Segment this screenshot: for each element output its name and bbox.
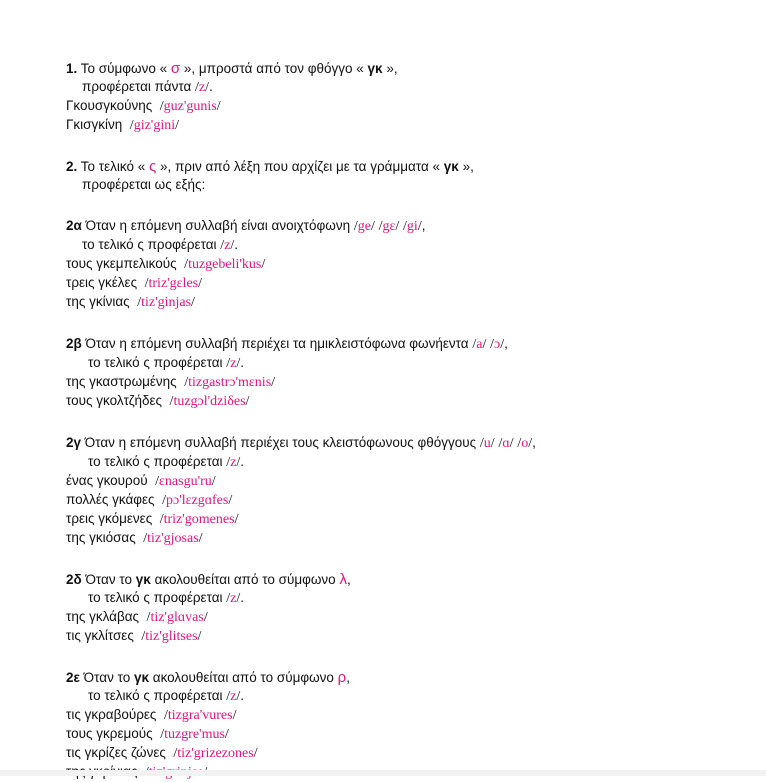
rule-line: προφέρεται ως εξής: <box>82 177 206 192</box>
rule-line: 2ε Όταν το γκ ακολουθείται από το σύμφωνο ρ, <box>66 669 350 686</box>
ipa-transcription: pɔ'lɛzgɑfes <box>165 493 229 508</box>
ipa-transcription: u <box>483 436 491 451</box>
example-line: της γκιόσας /tiz'gjosas/ <box>66 530 203 546</box>
example-line: της γκλάβας /tiz'glɑvas/ <box>66 609 208 625</box>
example-word: της γκλάβας <box>66 609 140 624</box>
example-line: τις γκρίζες ζώνες /tiz'grizezones/ <box>66 745 258 761</box>
ipa-transcription: a <box>476 337 483 352</box>
example-word: τους γκεμπελικούς <box>66 256 177 271</box>
rule-line: το τελικό ς προφέρεται /z/. <box>88 688 245 704</box>
example-word: της γκιόσας <box>66 530 136 545</box>
ipa-transcription: o <box>521 436 529 451</box>
ipa-transcription: ɛnasgu'ru <box>159 474 212 489</box>
ipa-transcription: z <box>230 689 237 704</box>
section-2b <box>66 335 766 411</box>
example-word: της γκίνιας <box>66 294 130 309</box>
example-word: της γκαστρωμένης <box>66 374 177 389</box>
ipa-transcription: tiz'ginjas <box>141 295 192 310</box>
example-word: τις γκρίζες ζώνες <box>66 745 166 760</box>
ipa-transcription: triz'gɛles <box>148 276 199 291</box>
ipa-transcription: tizgra'vures <box>167 708 233 723</box>
ipa-transcription: z <box>198 80 206 95</box>
rule-line: το τελικό ς προφέρεται /z/. <box>88 454 245 470</box>
rule-number: 2β <box>66 336 82 351</box>
example-word: τις γκραβούρες <box>66 707 157 722</box>
section-2d <box>66 571 766 646</box>
example-line: τις γκραβούρες /tizgra'vures/ <box>66 707 237 723</box>
gk-letters: γκ <box>443 159 459 174</box>
rule-line: 2. Το τελικό « ς », πριν από λέξη που αρχίζει με τα γράμματα « γκ », <box>66 158 474 175</box>
example-line: τους γκρεμούς /tuzgre'mus/ <box>66 726 229 742</box>
gk-letters: γκ <box>133 670 150 685</box>
symbol-lambda: λ <box>339 571 347 588</box>
rule-line: το τελικό ς προφέρεται /z/. <box>88 590 245 606</box>
example-word: τους γκρεμούς <box>66 726 153 741</box>
example-line: Γκισγκίνη /giz'gini/ <box>66 117 179 133</box>
rule-number: 2α <box>66 218 82 233</box>
ipa-transcription: triz'gomenes <box>163 512 235 527</box>
rule-line: το τελικό ς προφέρεται /z/. <box>88 355 245 371</box>
rule-number: 2. <box>66 159 78 174</box>
example-line: τρεις γκέλες /triz'gɛles/ <box>66 275 202 291</box>
gk-letters: γκ <box>367 61 383 76</box>
rule-number: 2γ <box>66 435 82 450</box>
ipa-transcription: ɑ <box>502 436 510 451</box>
example-line: ένας γκουρού /ɛnasgu'ru/ <box>66 473 216 489</box>
ipa-transcription: z <box>230 356 237 371</box>
section-2c <box>66 434 766 548</box>
section-1 <box>66 60 766 135</box>
rule-line: 2α Όταν η επόμενη συλλαβή είναι ανοιχτόφωνη /ge/ /gɛ/ /gi/, <box>66 218 426 234</box>
example-line: τρεις γκόμενες /triz'gomenes/ <box>66 511 239 527</box>
ipa-transcription: tiz'glitses <box>145 629 198 644</box>
ipa-transcription: gi <box>406 219 418 234</box>
example-word: Γκουσγκούνης <box>66 98 153 113</box>
ipa-transcription: tuzgebeli'kus <box>188 257 262 272</box>
example-word: ένας γκουρού <box>66 473 148 488</box>
section-2 <box>66 158 766 194</box>
example-line: τους γκολτζήδες /tuzgɔl'dziδes/ <box>66 393 250 409</box>
ipa-transcription: tiz'grizezones <box>177 746 254 761</box>
ipa-transcription: ɔ <box>493 337 501 352</box>
ipa-transcription: giz'gini <box>133 118 176 133</box>
example-word: τους γκολτζήδες <box>66 393 163 408</box>
example-word: τρεις γκόμενες <box>66 511 153 526</box>
example-word: πολλές γκάφες <box>66 492 155 507</box>
ipa-transcription: tuzgɔl'dziδes <box>173 394 246 409</box>
rule-number: 1. <box>66 61 78 76</box>
ipa-transcription: guz'gunis <box>163 99 217 114</box>
example-line: πολλές γκάφες /pɔ'lɛzgɑfes/ <box>66 492 233 508</box>
ipa-transcription: tizgastrɔ'mɛnis <box>188 375 272 390</box>
example-word: τρεις γκέλες <box>66 275 138 290</box>
ipa-transcription: z <box>230 591 237 606</box>
ipa-transcription: tuzgre'mus <box>164 727 225 742</box>
rule-line: 2δ Όταν το γκ ακολουθείται από το σύμφωνο λ, <box>66 571 351 588</box>
symbol-rho: ρ <box>337 669 347 686</box>
ipa-transcription: gɛ <box>382 219 396 234</box>
ipa-transcription: z <box>230 455 237 470</box>
rule-line: 2γ Όταν η επόμενη συλλαβή περιέχει τους κλειστόφωνους φθόγγους /u/ /ɑ/ /o/, <box>66 435 536 451</box>
example-line: τους γκεμπελικούς /tuzgebeli'kus/ <box>66 256 266 272</box>
example-word: Γκισγκίνη <box>66 117 123 132</box>
symbol-final-sigma: ς <box>149 158 157 175</box>
ipa-transcription: tiz'glɑvas <box>150 610 204 625</box>
rule-line: το τελικό ς προφέρεται /z/. <box>82 237 239 253</box>
symbol-sigma: σ <box>170 60 181 77</box>
example-line: Γκουσγκούνης /guz'gunis/ <box>66 98 221 114</box>
section-2e <box>66 669 766 782</box>
rule-line: 1. Το σύμφωνο « σ », μπροστά από τον φθόγγο « γκ », <box>66 60 398 77</box>
rule-line: 2β Όταν η επόμενη συλλαβή περιέχει τα ημικλειστόφωνα φωνήεντα /a/ /ɔ/, <box>66 336 508 352</box>
example-line: της γκαστρωμένης /tizgastrɔ'mɛnis/ <box>66 374 276 390</box>
page-bottom-edge <box>0 770 766 776</box>
ipa-transcription: ge <box>357 219 371 234</box>
section-2a <box>66 217 766 312</box>
example-line: τις γκλίτσες /tiz'glitses/ <box>66 628 202 644</box>
rule-number: 2δ <box>66 572 82 587</box>
gk-letters: γκ <box>135 572 151 587</box>
example-word: τις γκλίτσες <box>66 628 134 643</box>
ipa-transcription: tiz'gjosas <box>147 531 199 546</box>
ipa-transcription: z <box>224 238 231 253</box>
rule-line: προφέρεται πάντα /z/. <box>82 79 213 95</box>
rule-number: 2ε <box>66 670 80 685</box>
example-line: της γκίνιας /tiz'ginjas/ <box>66 294 195 310</box>
